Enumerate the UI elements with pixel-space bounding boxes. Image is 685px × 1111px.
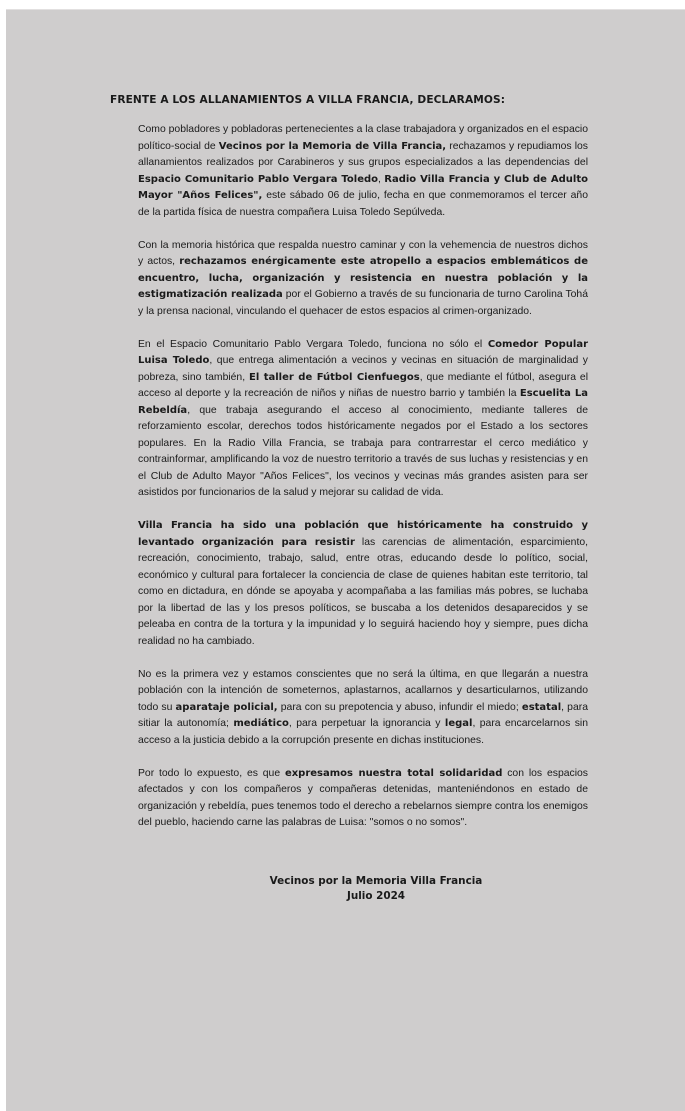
bold-phrase: Espacio Comunitario Pablo Vergara Toledo: [138, 173, 379, 185]
text-run: , para perpetuar la ignorancia y: [288, 718, 445, 729]
bold-phrase: estatal: [521, 701, 562, 713]
text-run: rechazamos y repudiamos los allanamientos realizados por Carabineros y sus grupos especializados a las dependencias del: [138, 140, 589, 168]
text-run: , para encarcelarnos sin acceso a la justicia debido a la corrupción presente en dichas instituciones.: [138, 718, 588, 746]
declaration-heading: FRENTE A LOS ALLANAMIENTOS A VILLA FRANCIA, DECLARAMOS:: [110, 94, 506, 106]
text-run: , que entrega alimentación a vecinos y vecinas en situación de marginalidad y pobreza, sino también,: [138, 355, 588, 383]
paragraph: [138, 337, 588, 502]
text-run: , que mediante el fútbol, asegura el acceso al deporte y la recreación de niños y niñas de nuestro barrio y también la: [138, 371, 588, 399]
bold-phrase: rechazamos enérgicamente este atropello a espacios emblemáticos de encuentro, lucha, organización y resistencia en nuestra población y la estigmatización realizada: [138, 256, 588, 300]
bold-phrase: Vecinos por la Memoria de Villa Francia,: [218, 140, 447, 152]
paragraph: [138, 238, 588, 321]
signature-date: Julio 2024: [346, 889, 406, 902]
bold-phrase: aparataje policial,: [175, 701, 278, 713]
text-run: ,: [378, 173, 385, 185]
text-run: con los espacios afectados y con los compañeros y compañeras detenidas, manteniéndonos en estado de organización y rebeldía, pues tenemos todo el derecho a rebelarnos siempre contra los enemigos del pueblo, haciendo carne las palabras de Luisa: "somos o no somos".: [138, 767, 588, 828]
signature-block: [110, 874, 588, 904]
bold-phrase: mediático: [233, 718, 289, 729]
text-run: este sábado 06 de julio, fecha en que conmemoramos el tercer año de la partida física de nuestra compañera Luisa Toledo Sepúlveda.: [138, 190, 588, 218]
text-run: por el Gobierno a través de su funcionaria de turno Carolina Tohá y la prensa nacional, vinculando el quehacer de estos espacios al crimen-organizado.: [138, 289, 588, 317]
text-run: las carencias de alimentación, esparcimiento, recreación, conocimiento, trabajo, salud, entre otras, educando desde lo político, social, económico y cultural para fortalecer la conciencia de clase de quienes habitan este territorio, tal como en dictadura, en dónde se apoyaba y acompañaba a las familias más pobres, se luchaba por la libertad de las y los presos políticos, se buscaba a los detenidos desaparecidos y se peleaba en contra de la tortura y la impunidad y lo seguirá haciendo hoy y siempre, pues dicha realidad no ha cambiado.: [138, 536, 588, 647]
bold-phrase: expresamos nuestra total solidaridad: [284, 767, 503, 779]
declaration: [110, 94, 588, 904]
text-run: , que trabaja asegurando el acceso al conocimiento, mediante talleres de reforzamiento escolar, derechos todos históricamente negados por el Estado a los sectores populares. En la Radio Villa Francia, se trabaja para contrarrestar el cerco mediático y contrainformar, amplificando la voz de nuestro territorio a través de sus luchas y resistencias y en el Club de Adulto Mayor "Años Felices", los vecinos y vecinas más grandes asisten para ser asistidos por funcionarios de la salud y mejorar su calidad de vida.: [138, 404, 588, 498]
text-run: Por todo lo expuesto, es que: [138, 767, 285, 779]
bold-phrase: legal: [444, 718, 473, 729]
paragraph: [138, 766, 588, 832]
bold-phrase: Villa Francia ha sido una población que históricamente ha construido y levantado organización para resistir: [138, 520, 588, 548]
paragraph: [138, 667, 588, 750]
text-run: Con la memoria histórica que respalda nuestro caminar y con la vehemencia de nuestros dichos y actos,: [138, 239, 588, 267]
text-run: , para sitiar la autonomía;: [138, 701, 588, 729]
bold-phrase: Comedor Popular Luisa Toledo: [138, 338, 589, 366]
bold-phrase: El taller de Fútbol Cienfuegos: [248, 371, 420, 383]
bold-phrase: Radio Villa Francia y Club de Adulto Mayor "Años Felices",: [138, 173, 588, 201]
document-page: [6, 9, 685, 1111]
text-run: para con su prepotencia y abuso, infundir el miedo;: [277, 701, 522, 713]
declaration-body: [138, 122, 588, 832]
signature-name: Vecinos por la Memoria Villa Francia: [269, 874, 483, 887]
paragraph: [138, 122, 588, 221]
paragraph: [138, 518, 588, 650]
text-run: Como pobladores y pobladoras pertenecientes a la clase trabajadora y organizados en el espacio político-social de: [138, 124, 588, 152]
bold-phrase: Escuelita La Rebeldía: [138, 388, 588, 416]
text-run: No es la primera vez y estamos conscientes que no será la última, en que llegarán a nuestra población con la intención de someternos, aplastarnos, acallarnos y desarticularnos, utilizando todo su: [138, 668, 588, 713]
text-run: En el Espacio Comunitario Pablo Vergara Toledo, funciona no sólo el: [138, 338, 488, 350]
